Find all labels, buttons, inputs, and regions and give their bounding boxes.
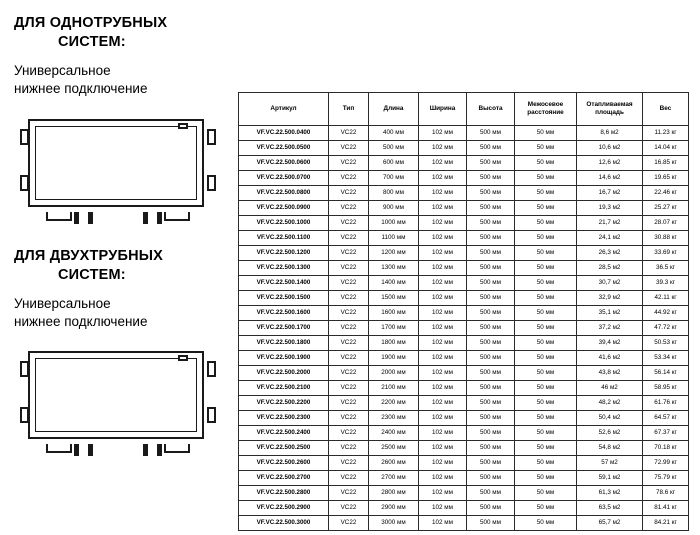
table-row	[239, 366, 689, 381]
table-row	[239, 276, 689, 291]
cell-heated-area: 30,7 м2	[577, 276, 643, 291]
cell-height: 500 мм	[467, 261, 515, 276]
cell-axial-distance: 50 мм	[515, 516, 577, 531]
cell-height: 500 мм	[467, 321, 515, 336]
cell-length: 500 мм	[369, 141, 419, 156]
cell-heated-area: 26,3 м2	[577, 246, 643, 261]
cell-length: 2400 мм	[369, 426, 419, 441]
cell-axial-distance: 50 мм	[515, 126, 577, 141]
cell-weight: 61.76 кг	[643, 396, 689, 411]
cell-axial-distance: 50 мм	[515, 201, 577, 216]
cell-width: 102 мм	[419, 456, 467, 471]
cell-axial-distance: 50 мм	[515, 396, 577, 411]
cell-axial-distance: 50 мм	[515, 321, 577, 336]
cell-axial-distance: 50 мм	[515, 471, 577, 486]
cell-type: VC22	[329, 186, 369, 201]
radiator-body	[28, 119, 204, 207]
cell-type: VC22	[329, 456, 369, 471]
table-row	[239, 336, 689, 351]
cell-heated-area: 59,1 м2	[577, 471, 643, 486]
cell-type: VC22	[329, 171, 369, 186]
section-double-pipe	[14, 247, 226, 454]
cell-article: VF.VC.22.500.2500	[239, 441, 329, 456]
cell-type: VC22	[329, 516, 369, 531]
cell-axial-distance: 50 мм	[515, 141, 577, 156]
cell-article: VF.VC.22.500.2400	[239, 426, 329, 441]
table-row	[239, 216, 689, 231]
cell-axial-distance: 50 мм	[515, 411, 577, 426]
table-row	[239, 441, 689, 456]
cell-height: 500 мм	[467, 426, 515, 441]
radiator-pipe-4	[157, 212, 162, 224]
cell-width: 102 мм	[419, 231, 467, 246]
table-row	[239, 291, 689, 306]
cell-width: 102 мм	[419, 381, 467, 396]
cell-weight: 14.04 кг	[643, 141, 689, 156]
cell-weight: 28.07 кг	[643, 216, 689, 231]
cell-article: VF.VC.22.500.2000	[239, 366, 329, 381]
cell-article: VF.VC.22.500.1400	[239, 276, 329, 291]
cell-article: VF.VC.22.500.0600	[239, 156, 329, 171]
cell-axial-distance: 50 мм	[515, 501, 577, 516]
cell-weight: 25.27 кг	[643, 201, 689, 216]
cell-width: 102 мм	[419, 366, 467, 381]
cell-weight: 11.23 кг	[643, 126, 689, 141]
cell-heated-area: 63,5 м2	[577, 501, 643, 516]
cell-weight: 33.69 кг	[643, 246, 689, 261]
cell-heated-area: 52,6 м2	[577, 426, 643, 441]
cell-type: VC22	[329, 276, 369, 291]
cell-height: 500 мм	[467, 306, 515, 321]
column-header-axial-distance: Межосевое расстояние	[515, 93, 577, 126]
table-row	[239, 471, 689, 486]
cell-type: VC22	[329, 321, 369, 336]
cell-heated-area: 50,4 м2	[577, 411, 643, 426]
table-row	[239, 126, 689, 141]
cell-article: VF.VC.22.500.0900	[239, 201, 329, 216]
cell-width: 102 мм	[419, 351, 467, 366]
cell-height: 500 мм	[467, 216, 515, 231]
cell-weight: 19.65 кг	[643, 171, 689, 186]
cell-weight: 44.92 кг	[643, 306, 689, 321]
cell-heated-area: 14,6 м2	[577, 171, 643, 186]
table-header-row	[239, 93, 689, 126]
cell-type: VC22	[329, 126, 369, 141]
cell-length: 700 мм	[369, 171, 419, 186]
cell-width: 102 мм	[419, 291, 467, 306]
table-row	[239, 141, 689, 156]
cell-height: 500 мм	[467, 336, 515, 351]
cell-type: VC22	[329, 441, 369, 456]
cell-length: 1400 мм	[369, 276, 419, 291]
cell-heated-area: 24,1 м2	[577, 231, 643, 246]
cell-type: VC22	[329, 381, 369, 396]
table-row	[239, 261, 689, 276]
cell-length: 2800 мм	[369, 486, 419, 501]
cell-article: VF.VC.22.500.1300	[239, 261, 329, 276]
cell-axial-distance: 50 мм	[515, 441, 577, 456]
cell-article: VF.VC.22.500.1000	[239, 216, 329, 231]
section-single-pipe-subtitle	[14, 62, 226, 98]
cell-width: 102 мм	[419, 336, 467, 351]
radiator-air-valve-icon	[178, 355, 188, 361]
radiator-bracket-right-bottom	[207, 407, 216, 423]
cell-article: VF.VC.22.500.1700	[239, 321, 329, 336]
cell-width: 102 мм	[419, 516, 467, 531]
table-row	[239, 201, 689, 216]
table-row	[239, 306, 689, 321]
cell-article: VF.VC.22.500.2100	[239, 381, 329, 396]
cell-weight: 58.95 кг	[643, 381, 689, 396]
cell-axial-distance: 50 мм	[515, 366, 577, 381]
table-row	[239, 456, 689, 471]
cell-weight: 84.21 кг	[643, 516, 689, 531]
cell-weight: 67.37 кг	[643, 426, 689, 441]
radiator-foot-left	[46, 212, 72, 221]
column-header-type: Тип	[329, 93, 369, 126]
cell-length: 400 мм	[369, 126, 419, 141]
specification-table	[238, 92, 689, 531]
cell-height: 500 мм	[467, 456, 515, 471]
column-header-weight: Вес	[643, 93, 689, 126]
cell-weight: 42.11 кг	[643, 291, 689, 306]
cell-type: VC22	[329, 471, 369, 486]
cell-axial-distance: 50 мм	[515, 276, 577, 291]
cell-type: VC22	[329, 201, 369, 216]
radiator-pipe-4	[157, 444, 162, 456]
cell-article: VF.VC.22.500.2800	[239, 486, 329, 501]
cell-height: 500 мм	[467, 441, 515, 456]
cell-article: VF.VC.22.500.2900	[239, 501, 329, 516]
cell-weight: 36.5 кг	[643, 261, 689, 276]
cell-length: 900 мм	[369, 201, 419, 216]
cell-width: 102 мм	[419, 471, 467, 486]
cell-height: 500 мм	[467, 246, 515, 261]
cell-height: 500 мм	[467, 516, 515, 531]
table-row	[239, 486, 689, 501]
cell-article: VF.VC.22.500.3000	[239, 516, 329, 531]
radiator-pipe-2	[88, 212, 93, 224]
radiator-pipe-1	[74, 444, 79, 456]
table-row	[239, 411, 689, 426]
cell-heated-area: 28,5 м2	[577, 261, 643, 276]
radiator-foot-right	[164, 212, 190, 221]
cell-width: 102 мм	[419, 441, 467, 456]
cell-height: 500 мм	[467, 186, 515, 201]
cell-heated-area: 10,6 м2	[577, 141, 643, 156]
column-header-article: Артикул	[239, 93, 329, 126]
table-row	[239, 396, 689, 411]
cell-type: VC22	[329, 486, 369, 501]
section-single-pipe	[14, 14, 226, 221]
cell-height: 500 мм	[467, 381, 515, 396]
table-row	[239, 501, 689, 516]
column-header-height: Высота	[467, 93, 515, 126]
cell-width: 102 мм	[419, 411, 467, 426]
cell-heated-area: 61,3 м2	[577, 486, 643, 501]
cell-width: 102 мм	[419, 156, 467, 171]
radiator-foot-right	[164, 444, 190, 453]
cell-width: 102 мм	[419, 141, 467, 156]
cell-article: VF.VC.22.500.1900	[239, 351, 329, 366]
table-header	[239, 93, 689, 126]
cell-type: VC22	[329, 426, 369, 441]
cell-width: 102 мм	[419, 126, 467, 141]
cell-length: 3000 мм	[369, 516, 419, 531]
radiator-air-valve-icon	[178, 123, 188, 129]
cell-axial-distance: 50 мм	[515, 381, 577, 396]
cell-length: 2100 мм	[369, 381, 419, 396]
cell-weight: 70.18 кг	[643, 441, 689, 456]
cell-height: 500 мм	[467, 486, 515, 501]
cell-weight: 75.79 кг	[643, 471, 689, 486]
column-header-length: Длина	[369, 93, 419, 126]
cell-axial-distance: 50 мм	[515, 261, 577, 276]
cell-weight: 16.85 кг	[643, 156, 689, 171]
cell-weight: 39.3 кг	[643, 276, 689, 291]
section-double-pipe-title	[14, 247, 226, 285]
cell-height: 500 мм	[467, 351, 515, 366]
radiator-bracket-right-top	[207, 361, 216, 377]
cell-heated-area: 57 м2	[577, 456, 643, 471]
cell-length: 1700 мм	[369, 321, 419, 336]
table-row	[239, 186, 689, 201]
cell-width: 102 мм	[419, 201, 467, 216]
cell-length: 600 мм	[369, 156, 419, 171]
cell-width: 102 мм	[419, 396, 467, 411]
cell-length: 2500 мм	[369, 441, 419, 456]
section-single-pipe-subtitle-line1: Универсальное	[14, 63, 111, 79]
cell-heated-area: 19,3 м2	[577, 201, 643, 216]
cell-weight: 47.72 кг	[643, 321, 689, 336]
cell-axial-distance: 50 мм	[515, 306, 577, 321]
cell-height: 500 мм	[467, 126, 515, 141]
radiator-foot-left	[46, 444, 72, 453]
cell-length: 1000 мм	[369, 216, 419, 231]
section-double-pipe-subtitle-line2: нижнее подключение	[14, 314, 148, 330]
cell-axial-distance: 50 мм	[515, 231, 577, 246]
cell-heated-area: 65,7 м2	[577, 516, 643, 531]
cell-type: VC22	[329, 246, 369, 261]
section-single-pipe-title-line2: СИСТЕМ:	[58, 34, 126, 51]
cell-length: 2600 мм	[369, 456, 419, 471]
section-spacer	[14, 221, 226, 247]
cell-type: VC22	[329, 156, 369, 171]
cell-weight: 50.53 кг	[643, 336, 689, 351]
cell-type: VC22	[329, 366, 369, 381]
cell-weight: 72.99 кг	[643, 456, 689, 471]
cell-heated-area: 37,2 м2	[577, 321, 643, 336]
cell-length: 2200 мм	[369, 396, 419, 411]
cell-axial-distance: 50 мм	[515, 171, 577, 186]
section-double-pipe-subtitle	[14, 295, 226, 331]
cell-heated-area: 32,9 м2	[577, 291, 643, 306]
radiator-diagram-double-pipe	[20, 345, 216, 453]
cell-axial-distance: 50 мм	[515, 426, 577, 441]
cell-heated-area: 41,6 м2	[577, 351, 643, 366]
radiator-pipe-2	[88, 444, 93, 456]
cell-heated-area: 16,7 м2	[577, 186, 643, 201]
cell-axial-distance: 50 мм	[515, 156, 577, 171]
cell-width: 102 мм	[419, 426, 467, 441]
radiator-pipe-3	[143, 444, 148, 456]
cell-length: 2900 мм	[369, 501, 419, 516]
cell-height: 500 мм	[467, 201, 515, 216]
cell-type: VC22	[329, 501, 369, 516]
cell-heated-area: 12,6 м2	[577, 156, 643, 171]
cell-type: VC22	[329, 396, 369, 411]
cell-length: 1100 мм	[369, 231, 419, 246]
cell-heated-area: 46 м2	[577, 381, 643, 396]
cell-length: 2300 мм	[369, 411, 419, 426]
section-double-pipe-title-line1: ДЛЯ ДВУХТРУБНЫХ	[14, 247, 164, 264]
cell-heated-area: 48,2 м2	[577, 396, 643, 411]
cell-height: 500 мм	[467, 171, 515, 186]
cell-weight: 53.34 кг	[643, 351, 689, 366]
cell-type: VC22	[329, 351, 369, 366]
cell-heated-area: 8,6 м2	[577, 126, 643, 141]
cell-article: VF.VC.22.500.0700	[239, 171, 329, 186]
cell-article: VF.VC.22.500.0400	[239, 126, 329, 141]
cell-heated-area: 21,7 м2	[577, 216, 643, 231]
column-header-width: Ширина	[419, 93, 467, 126]
cell-axial-distance: 50 мм	[515, 186, 577, 201]
radiator-inner-outline	[35, 126, 197, 200]
cell-height: 500 мм	[467, 141, 515, 156]
table-row	[239, 231, 689, 246]
table-row	[239, 516, 689, 531]
cell-article: VF.VC.22.500.1800	[239, 336, 329, 351]
cell-length: 2000 мм	[369, 366, 419, 381]
cell-length: 1300 мм	[369, 261, 419, 276]
cell-length: 1600 мм	[369, 306, 419, 321]
cell-type: VC22	[329, 231, 369, 246]
cell-article: VF.VC.22.500.2600	[239, 456, 329, 471]
cell-width: 102 мм	[419, 216, 467, 231]
cell-axial-distance: 50 мм	[515, 336, 577, 351]
radiator-pipe-3	[143, 212, 148, 224]
table-row	[239, 381, 689, 396]
cell-height: 500 мм	[467, 396, 515, 411]
radiator-bracket-right-top	[207, 129, 216, 145]
cell-weight: 30.88 кг	[643, 231, 689, 246]
table-row	[239, 426, 689, 441]
cell-width: 102 мм	[419, 261, 467, 276]
cell-article: VF.VC.22.500.0500	[239, 141, 329, 156]
specification-table-wrapper	[238, 92, 688, 531]
cell-axial-distance: 50 мм	[515, 216, 577, 231]
table-row	[239, 156, 689, 171]
cell-width: 102 мм	[419, 276, 467, 291]
cell-height: 500 мм	[467, 501, 515, 516]
cell-axial-distance: 50 мм	[515, 486, 577, 501]
section-double-pipe-title-line2: СИСТЕМ:	[58, 266, 126, 283]
cell-axial-distance: 50 мм	[515, 246, 577, 261]
table-body	[239, 126, 689, 531]
cell-article: VF.VC.22.500.1200	[239, 246, 329, 261]
cell-height: 500 мм	[467, 291, 515, 306]
cell-width: 102 мм	[419, 486, 467, 501]
cell-heated-area: 39,4 м2	[577, 336, 643, 351]
cell-type: VC22	[329, 216, 369, 231]
cell-width: 102 мм	[419, 321, 467, 336]
cell-width: 102 мм	[419, 306, 467, 321]
cell-heated-area: 54,8 м2	[577, 441, 643, 456]
table-row	[239, 351, 689, 366]
cell-height: 500 мм	[467, 156, 515, 171]
cell-height: 500 мм	[467, 276, 515, 291]
section-single-pipe-title	[14, 14, 226, 52]
radiator-body	[28, 351, 204, 439]
cell-article: VF.VC.22.500.1100	[239, 231, 329, 246]
cell-length: 1800 мм	[369, 336, 419, 351]
cell-weight: 56.14 кг	[643, 366, 689, 381]
cell-type: VC22	[329, 141, 369, 156]
cell-height: 500 мм	[467, 366, 515, 381]
cell-width: 102 мм	[419, 171, 467, 186]
cell-width: 102 мм	[419, 246, 467, 261]
section-single-pipe-title-line1: ДЛЯ ОДНОТРУБНЫХ	[14, 15, 168, 31]
cell-axial-distance: 50 мм	[515, 351, 577, 366]
cell-type: VC22	[329, 411, 369, 426]
radiator-bracket-right-bottom	[207, 175, 216, 191]
table-row	[239, 321, 689, 336]
cell-length: 2700 мм	[369, 471, 419, 486]
cell-weight: 64.57 кг	[643, 411, 689, 426]
cell-length: 800 мм	[369, 186, 419, 201]
cell-article: VF.VC.22.500.2300	[239, 411, 329, 426]
cell-type: VC22	[329, 306, 369, 321]
cell-weight: 22.46 кг	[643, 186, 689, 201]
table-row	[239, 171, 689, 186]
table-row	[239, 246, 689, 261]
cell-weight: 81.41 кг	[643, 501, 689, 516]
cell-length: 1500 мм	[369, 291, 419, 306]
cell-type: VC22	[329, 261, 369, 276]
cell-axial-distance: 50 мм	[515, 291, 577, 306]
cell-length: 1900 мм	[369, 351, 419, 366]
cell-width: 102 мм	[419, 186, 467, 201]
cell-type: VC22	[329, 336, 369, 351]
cell-article: VF.VC.22.500.2700	[239, 471, 329, 486]
cell-heated-area: 43,8 м2	[577, 366, 643, 381]
cell-width: 102 мм	[419, 501, 467, 516]
cell-article: VF.VC.22.500.0800	[239, 186, 329, 201]
cell-axial-distance: 50 мм	[515, 456, 577, 471]
section-single-pipe-subtitle-line2: нижнее подключение	[14, 81, 148, 97]
cell-article: VF.VC.22.500.2200	[239, 396, 329, 411]
cell-article: VF.VC.22.500.1500	[239, 291, 329, 306]
cell-heated-area: 35,1 м2	[577, 306, 643, 321]
cell-height: 500 мм	[467, 471, 515, 486]
cell-weight: 78.6 кг	[643, 486, 689, 501]
cell-length: 1200 мм	[369, 246, 419, 261]
column-header-heated-area: Отапливаемая площадь	[577, 93, 643, 126]
radiator-diagram-single-pipe	[20, 113, 216, 221]
cell-height: 500 мм	[467, 231, 515, 246]
left-column	[14, 14, 226, 453]
section-double-pipe-subtitle-line1: Универсальное	[14, 295, 111, 311]
cell-type: VC22	[329, 291, 369, 306]
radiator-inner-outline	[35, 358, 197, 432]
radiator-pipe-1	[74, 212, 79, 224]
cell-article: VF.VC.22.500.1600	[239, 306, 329, 321]
cell-height: 500 мм	[467, 411, 515, 426]
